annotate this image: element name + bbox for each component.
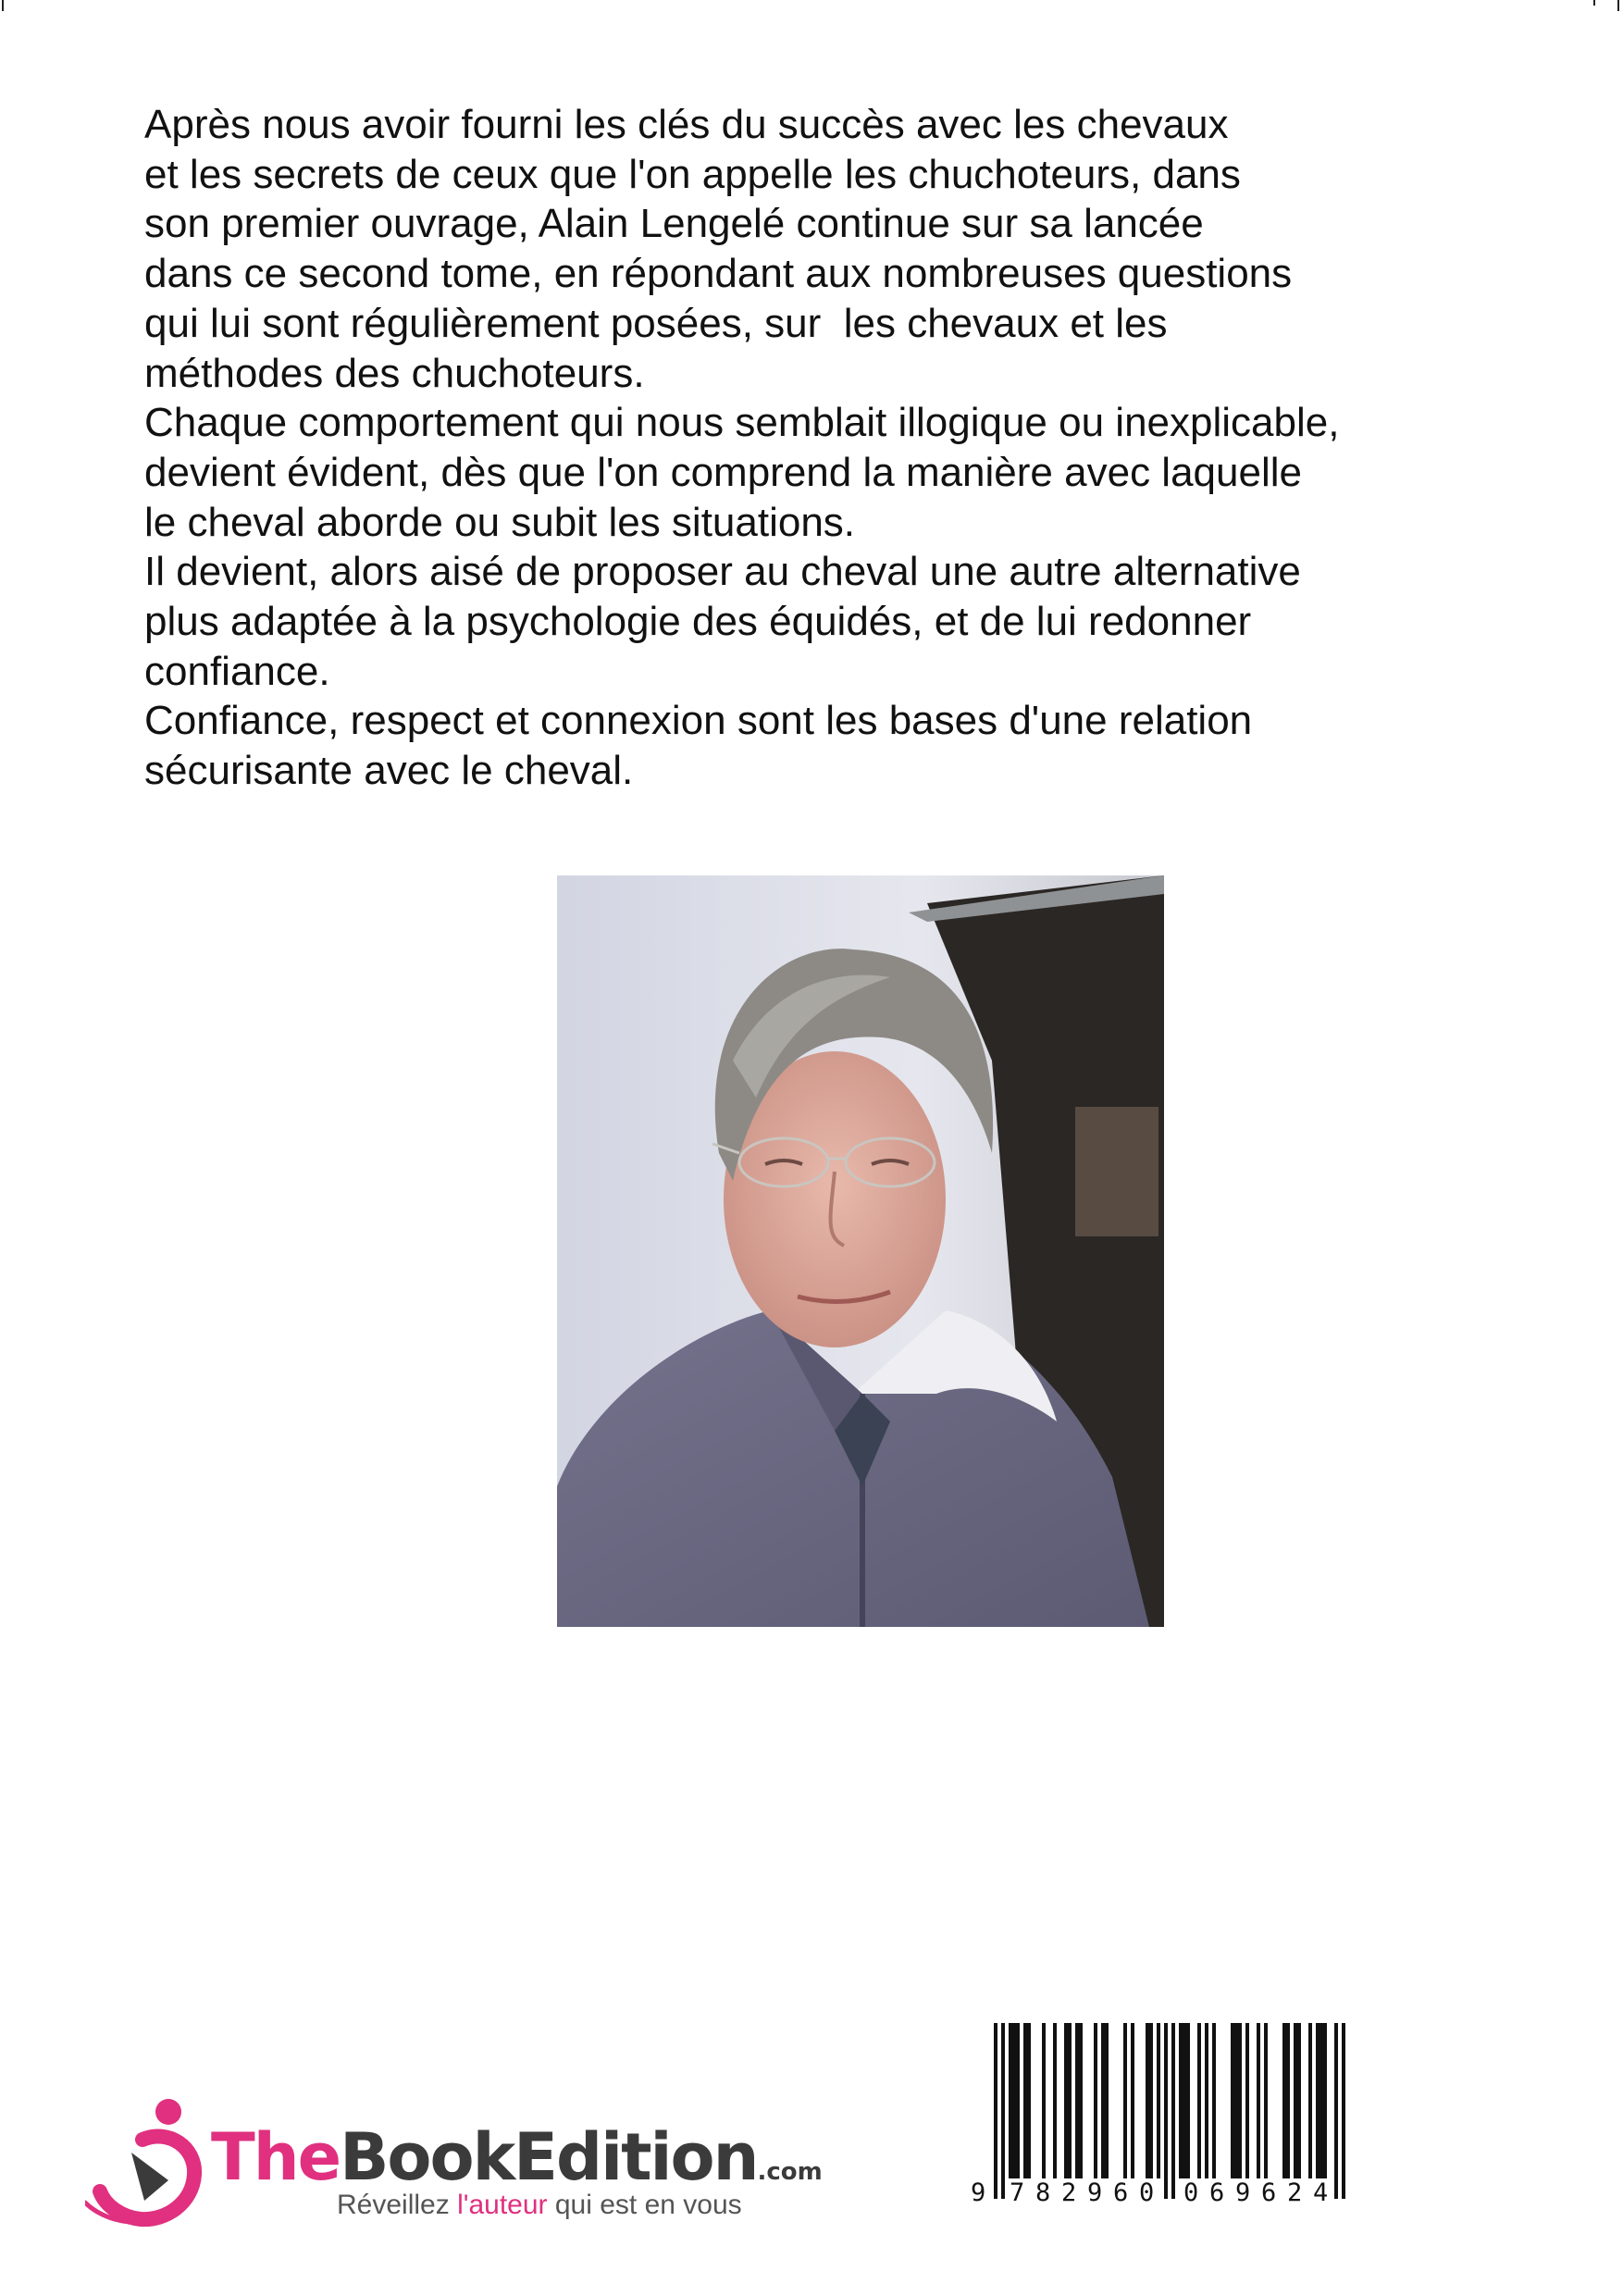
barcode-bar	[1171, 2023, 1175, 2199]
author-portrait	[557, 875, 1164, 1627]
blurb-line: plus adaptée à la psychologie des équidés, et de lui redonner	[144, 599, 1252, 645]
barcode-bar	[1094, 2023, 1097, 2178]
barcode-bar	[1149, 2023, 1153, 2178]
barcode-bar	[1319, 2023, 1323, 2178]
barcode-bar	[1157, 2023, 1160, 2178]
barcode-bar	[1101, 2023, 1105, 2178]
isbn-digit: 0	[1183, 2178, 1199, 2207]
blurb-line: Chaque comportement qui nous semblait illogique ou inexplicable,	[144, 400, 1340, 446]
blurb-line: Confiance, respect et connexion sont les bases d'une relation	[144, 698, 1253, 744]
crop-mark-left	[2, 0, 4, 11]
isbn-barcode	[966, 2023, 1355, 2199]
barcode-bar	[1323, 2023, 1327, 2178]
barcode-bar	[1146, 2023, 1149, 2178]
isbn-digit: 6	[1113, 2178, 1129, 2207]
isbn-digits	[966, 2178, 1355, 2215]
barcode-bars	[966, 2023, 1355, 2199]
isbn-digit: 6	[1209, 2178, 1225, 2207]
barcode-bar	[1342, 2023, 1345, 2199]
barcode-bar	[1316, 2023, 1319, 2178]
blurb-line: confiance.	[144, 648, 330, 694]
barcode-bar	[1231, 2023, 1234, 2178]
barcode-bar	[1294, 2023, 1297, 2178]
barcode-bar	[1212, 2023, 1216, 2178]
isbn-digit: 0	[1139, 2178, 1155, 2207]
crop-mark-right	[1617, 0, 1619, 11]
isbn-digit: 8	[1035, 2178, 1051, 2207]
back-cover-blurb	[144, 100, 1514, 796]
isbn-digit: 2	[1287, 2178, 1303, 2207]
isbn-digit: 6	[1261, 2178, 1277, 2207]
barcode-bar	[1238, 2023, 1242, 2178]
barcode-bar	[1179, 2023, 1183, 2178]
barcode-bar	[1186, 2023, 1190, 2178]
barcode-bar	[1234, 2023, 1238, 2178]
barcode-bar	[1183, 2023, 1186, 2178]
barcode-bar	[1131, 2023, 1134, 2178]
barcode-bar	[1068, 2023, 1072, 2178]
wordmark-edition: Edition	[514, 2119, 758, 2195]
isbn-digit: 7	[1010, 2178, 1025, 2207]
barcode-bar	[1016, 2023, 1020, 2178]
barcode-bar	[1264, 2023, 1268, 2178]
blurb-line: sécurisante avec le cheval.	[144, 748, 634, 794]
barcode-bar	[1023, 2023, 1027, 2178]
barcode-bar	[1012, 2023, 1016, 2178]
isbn-digit: 4	[1313, 2178, 1329, 2207]
publisher-mark-icon	[85, 2091, 205, 2230]
barcode-bar	[1164, 2023, 1168, 2199]
window-blind	[1075, 1107, 1158, 1236]
blurb-line: méthodes des chuchoteurs.	[144, 350, 645, 396]
tagline-accent: l'auteur	[457, 2190, 548, 2220]
barcode-bar	[1001, 2023, 1005, 2199]
barcode-bar	[1257, 2023, 1260, 2178]
blurb-line: le cheval aborde ou subit les situations.	[144, 499, 856, 545]
wordmark-com: .com	[757, 2158, 823, 2186]
barcode-bar	[1027, 2023, 1031, 2178]
isbn-digit: 2	[1061, 2178, 1077, 2207]
barcode-bar	[1245, 2023, 1249, 2178]
blurb-line: Il devient, alors aisé de proposer au cheval une autre alternative	[144, 549, 1301, 595]
wordmark-the: The	[211, 2119, 341, 2195]
barcode-bar	[1042, 2023, 1046, 2178]
barcode-bar	[1205, 2023, 1208, 2178]
barcode-bar	[1297, 2023, 1301, 2178]
isbn-digit: 9	[1087, 2178, 1103, 2207]
blurb-line: et les secrets de ceux que l'on appelle les chuchoteurs, dans	[144, 151, 1241, 197]
barcode-bar	[994, 2023, 997, 2199]
publisher-logo	[85, 2091, 844, 2230]
isbn-digit: 9	[971, 2178, 986, 2207]
barcode-bar	[1286, 2023, 1290, 2178]
blurb-line: son premier ouvrage, Alain Lengelé continue sur sa lancée	[144, 201, 1204, 247]
author-portrait-illustration	[557, 875, 1164, 1627]
blurb-line: qui lui sont régulièrement posées, sur les chevaux et les	[144, 300, 1168, 346]
barcode-bar	[1064, 2023, 1068, 2178]
wordmark-book: Book	[340, 2119, 514, 2195]
blurb-line: devient évident, dès que l'on comprend la manière avec laquelle	[144, 449, 1302, 495]
blurb-line: dans ce second tome, en répondant aux nombreuses questions	[144, 251, 1293, 297]
blurb-line: Après nous avoir fourni les clés du succès avec les chevaux	[144, 102, 1229, 147]
barcode-bar	[1105, 2023, 1109, 2178]
barcode-bar	[1123, 2023, 1127, 2178]
barcode-bar	[1079, 2023, 1083, 2178]
barcode-bar	[1282, 2023, 1286, 2178]
barcode-bar	[1053, 2023, 1057, 2178]
barcode-bar	[1308, 2023, 1312, 2178]
tagline-end: qui est en vous	[547, 2190, 742, 2220]
isbn-digit: 9	[1235, 2178, 1251, 2207]
barcode-bar	[1197, 2023, 1201, 2178]
publisher-tagline	[337, 2190, 742, 2221]
barcode-bar	[1075, 2023, 1079, 2178]
tagline-start: Réveillez	[337, 2190, 458, 2220]
barcode-bar	[1009, 2023, 1012, 2178]
barcode-bar	[1334, 2023, 1338, 2199]
crop-mark-right-inner	[1593, 0, 1595, 6]
